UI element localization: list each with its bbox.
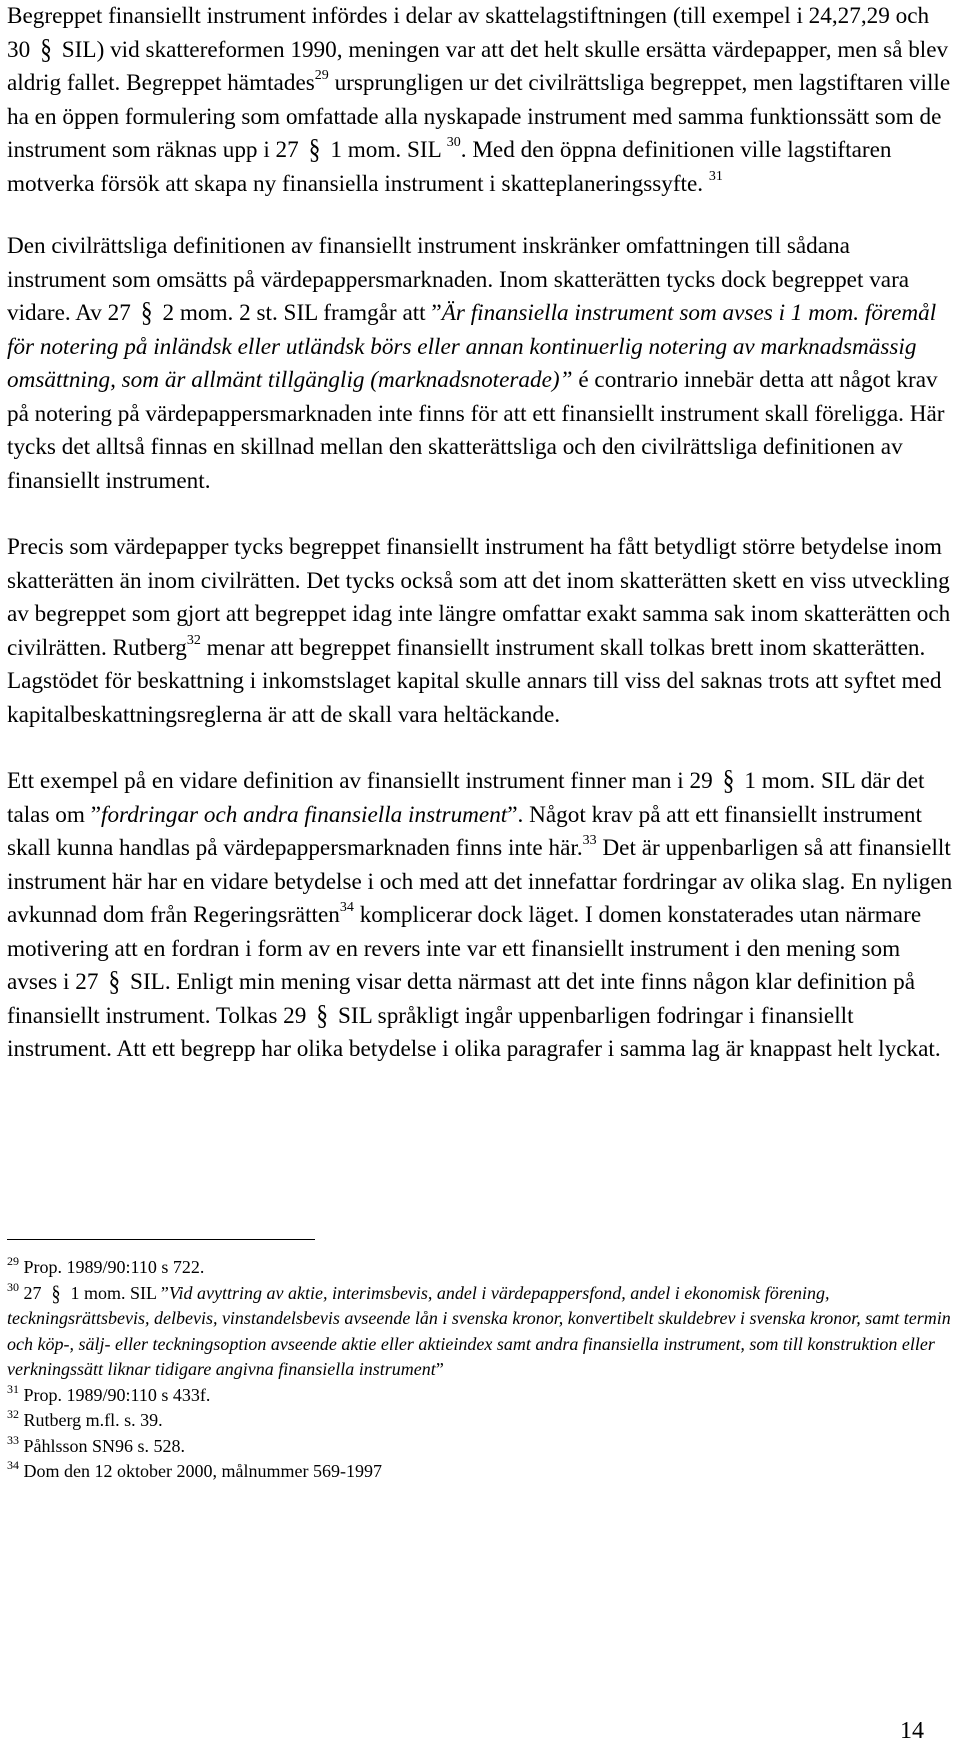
footnote-text: Prop. 1989/90:110 s 722. (19, 1257, 205, 1277)
section-sign: § (51, 1279, 61, 1305)
text: menar att begreppet finansiellt instrument skall tolkas brett inom skatterätten. Lagstödet för beskattning i inkomstslaget kapital skulle annars till viss del saknas trots att syftet med kapitalbeskattningsreglerna är att de skall vara heltäckande. (7, 634, 942, 728)
footnote-ref-30[interactable]: 30 (446, 135, 461, 150)
footnotes (7, 1255, 953, 1485)
text: Precis som värdepapper tycks begreppet finansiellt instrument ha fått betydligt större betydelse inom skatterätten än inom civilrätten. Det tycks också som att det inom skatterätten skett en viss utveckling av begreppet som gjort att begreppet idag inte längre omfattar exakt samma sak inom skatterätten och civilrätten. Rutberg (7, 534, 951, 661)
footnote-number: 34 (7, 1458, 19, 1472)
footnote-text: Dom den 12 oktober 2000, målnummer 569-1997 (19, 1461, 382, 1481)
footnote-number: 30 (7, 1279, 19, 1294)
text: 1 mom. SIL där det talas om ” (7, 768, 925, 828)
text: ursprungligen ur det civilrättsliga begreppet, men lagstiftaren ville ha en öppen formulering som omfattade alla nyskapade instrument med samma funktionssätt som de instrument som räknas upp i 27 (7, 70, 951, 163)
section-sign: § (108, 965, 121, 999)
footnote-30 (7, 1281, 953, 1383)
section-sign: § (308, 133, 321, 167)
footnote-33 (7, 1434, 953, 1460)
text: 2 mom. 2 st. SIL framgår att ” (162, 300, 442, 326)
footnote-34 (7, 1459, 953, 1485)
text: Ett exempel på en vidare definition av finansiellt instrument finner man i 29 (7, 768, 713, 794)
footnote-divider (7, 1239, 315, 1240)
page-number: 14 (900, 1718, 924, 1744)
footnote-text: Prop. 1989/90:110 s 433f. (19, 1384, 211, 1405)
footnote-text: Påhlsson SN96 s. 528. (19, 1435, 186, 1456)
footnote-text: ” (435, 1359, 444, 1379)
quoted-text: fordringar och andra finansiella instrument (101, 801, 508, 828)
footnote-text: 27 (19, 1282, 42, 1303)
quoted-law-text: Är finansiella instrument som avses i 1 mom. föremål för notering på inländsk eller utländsk börs eller annan kontinuerlig notering av marknadsmässig omsättning, som är allmänt tillgänglig (marknadsnoterade)” (7, 300, 937, 393)
footnote-ref-33[interactable]: 33 (582, 833, 597, 848)
text: Det är uppenbarligen så att finansiellt instrument här har en vidare betydelse i och med att det innefattar fordringar av olika slag. En nyligen avkunnad dom från Regeringsrätten (7, 835, 953, 928)
section-sign: § (722, 764, 735, 798)
section-sign: § (140, 296, 153, 330)
paragraph-3 (7, 531, 953, 732)
footnote-ref-34[interactable]: 34 (339, 900, 354, 915)
footnote-29 (7, 1255, 953, 1281)
text: . Med den öppna definitionen ville lagstiftaren motverka försök att skapa ny finansiella instrument i skatteplaneringssyfte. (7, 137, 892, 197)
text: komplicerar dock läget. I domen konstaterades utan närmare motivering att en fordran i form av en revers inte var ett finansiellt instrument i den mening som avses i 27 (7, 902, 922, 995)
text: Den civilrättsliga definitionen av finansiellt instrument inskränker omfattningen till sådana instrument som omsätts på värdepappersmarknaden. Inom skatterätten tycks dock begreppet vara vidare. Av 27 (7, 233, 910, 326)
footnote-text: Rutberg m.fl. s. 39. (19, 1410, 163, 1430)
text: SIL. Enligt min mening visar detta närmast att det inte finns någon klar definition på finansiellt instrument. Tolkas 29 (7, 969, 916, 1029)
paragraph-4 (7, 765, 953, 1067)
document-body (7, 0, 953, 1067)
footnote-text: 1 mom. SIL ” (70, 1282, 169, 1303)
text: 1 mom. SIL (330, 137, 441, 163)
text: Begreppet finansiellt instrument infördes i delar av skattelagstiftningen (till exempel i 24,27,29 och 30 (7, 3, 930, 63)
footnote-ref-29[interactable]: 29 (314, 68, 329, 83)
footnote-ref-32[interactable]: 32 (186, 632, 201, 648)
footnote-number: 32 (7, 1407, 19, 1421)
section-sign: § (316, 999, 328, 1032)
text: é contrario innebär detta att något krav på notering på värdepappersmarknaden inte finns för att ett finansiellt instrument skall föreligga. Här tycks det alltså finnas en skillnad mellan den skatterättsliga och den civilrättsliga definitionen av finansiellt instrument. (7, 367, 945, 494)
paragraph-1 (7, 0, 953, 201)
footnote-ref-31[interactable]: 31 (708, 168, 723, 184)
footnote-32 (7, 1408, 953, 1434)
footnote-number: 31 (7, 1381, 19, 1396)
footnote-number: 33 (7, 1432, 19, 1447)
paragraph-2 (7, 230, 953, 498)
footnote-number: 29 (7, 1254, 19, 1268)
quoted-law-text: Vid avyttring av aktie, interimsbevis, andel i värdepappersfond, andel i ekonomisk förening, teckningsrättsbevis, delbevis, vinstandelsbevis avseende lån i svenska kronor, konvertibelt skuldebrev i svenska kronor, samt termin och köp-, sälj- eller teckningsoption avseende aktie eller aktieindex samt andra finansiella instrument, som till konstruktion eller verkningssätt liknar tidigare angivna finansiella instrument (7, 1282, 951, 1379)
footnote-31 (7, 1383, 953, 1409)
text: ”. Något krav på att ett finansiellt instrument skall kunna handlas på värdepappersmarknaden finns inte här. (7, 801, 922, 861)
section-sign: § (40, 33, 52, 66)
text: SIL språkligt ingår uppenbarligen fodringar i finansiellt instrument. Att ett begrepp har olika betydelse i olika paragrafer i samma lag är knappast helt lyckat. (7, 1002, 941, 1062)
text: SIL) vid skattereformen 1990, meningen var att det helt skulle ersätta värdepapper, men så blev aldrig fallet. Begreppet hämtades (7, 36, 949, 96)
